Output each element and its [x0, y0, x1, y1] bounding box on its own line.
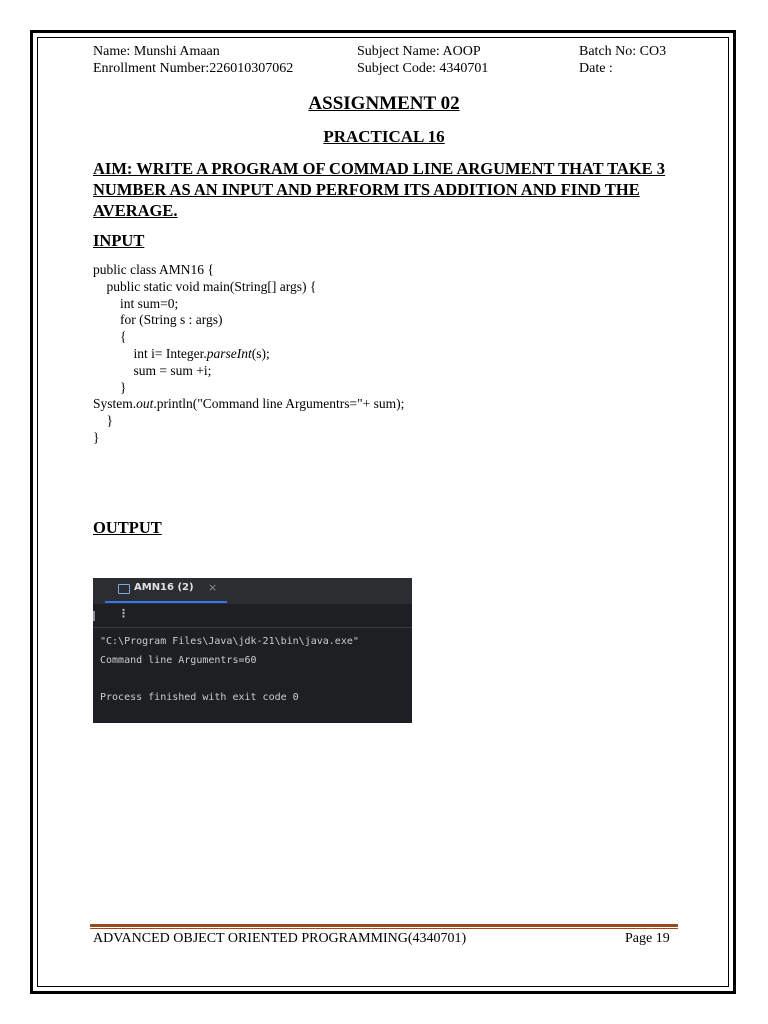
output-screenshot: [93, 578, 412, 723]
console-line: Command line Argumentrs=60: [100, 655, 257, 666]
code-line: int i= Integer.parseInt(s);: [93, 345, 270, 361]
subject-name: Subject Name: AOOP: [357, 44, 481, 59]
code-line: }: [93, 413, 113, 429]
code-line: public static void main(String[] args) {: [93, 278, 317, 294]
footer-course: ADVANCED OBJECT ORIENTED PROGRAMMING(4340701): [93, 931, 467, 946]
code-line: }: [93, 379, 127, 395]
footer-rule-thin: [90, 928, 678, 929]
date-label: Date :: [579, 61, 613, 76]
close-icon[interactable]: ×: [208, 581, 218, 594]
student-name: Name: Munshi Amaan: [93, 44, 220, 59]
subject-code: Subject Code: 4340701: [357, 61, 489, 76]
code-line: sum = sum +i;: [93, 362, 212, 378]
console-line: "C:\Program Files\Java\jdk-21\bin\java.exe": [100, 636, 359, 647]
toolbar-edge-marker: [93, 611, 95, 621]
code-line: }: [93, 429, 100, 445]
more-options-icon[interactable]: ⋮: [118, 607, 129, 620]
page-number: Page 19: [625, 931, 670, 946]
run-tab-label[interactable]: AMN16 (2): [134, 582, 194, 593]
code-block: [93, 262, 404, 447]
code-line: {: [93, 329, 127, 345]
console-toolbar: [93, 604, 412, 628]
active-tab-indicator: [105, 601, 227, 603]
assignment-title: ASSIGNMENT 02: [308, 93, 460, 114]
console-line: Process finished with exit code 0: [100, 692, 299, 703]
practical-title: PRACTICAL 16: [323, 127, 445, 146]
console-icon: [118, 584, 130, 594]
input-heading: INPUT: [93, 231, 145, 250]
footer-rule: [90, 924, 678, 927]
enrollment-number: Enrollment Number:226010307062: [93, 61, 294, 76]
code-line: int sum=0;: [93, 295, 179, 311]
output-heading: OUTPUT: [93, 518, 162, 537]
code-line: for (String s : args): [93, 312, 223, 328]
code-line: System.out.println("Command line Argumentrs="+ sum);: [93, 396, 405, 412]
aim-statement: AIM: WRITE A PROGRAM OF COMMAD LINE ARGUMENT THAT TAKE 3 NUMBER AS AN INPUT AND PERFORM ITS ADDITION AND FIND THE AVERAGE.: [93, 159, 666, 220]
code-line: public class AMN16 {: [93, 262, 214, 277]
batch-number: Batch No: CO3: [579, 44, 667, 59]
